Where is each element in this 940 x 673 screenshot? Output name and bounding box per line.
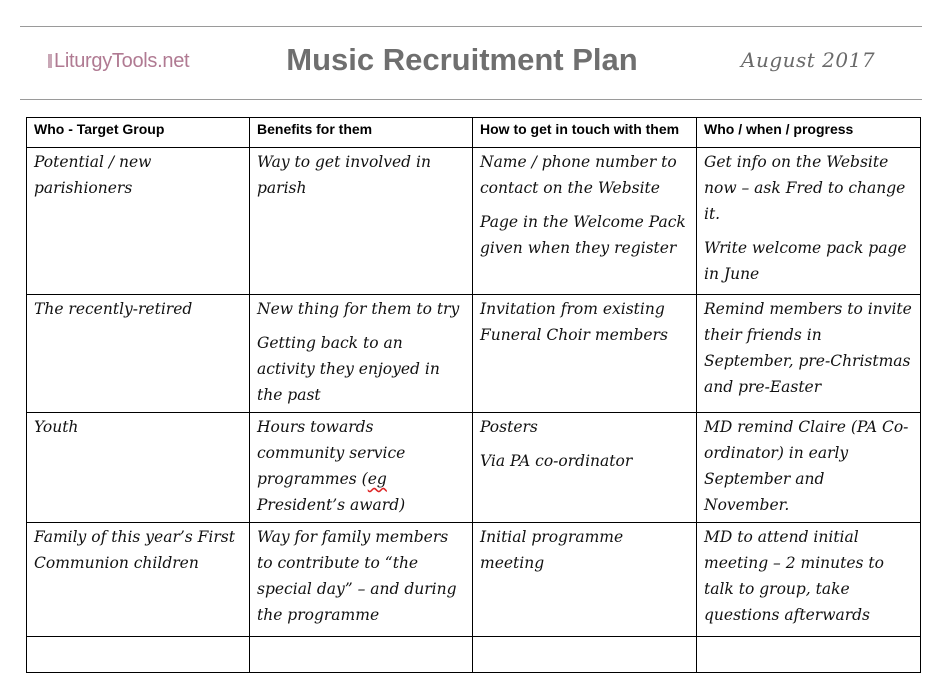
cell-who [27,523,250,637]
cell-text: The recently-retired [34,300,193,318]
spelling-flagged-word[interactable]: eg [367,470,387,488]
table-header-row [27,118,921,148]
cell-progress [697,148,921,295]
header-top-rule [20,26,922,27]
cell-text: Way for family members to contribute to “the special day” – and during the programme [257,528,457,624]
cell-empty [27,637,250,673]
recruitment-plan-table [26,117,921,673]
cell-empty [473,637,697,673]
cell-empty [697,637,921,673]
cell-text: Write welcome pack page in June [704,239,907,283]
cell-progress [697,413,921,523]
cell-text: Family of this year’s First Communion children [34,528,235,572]
cell-who [27,148,250,295]
cell-text: Potential / new parishioners [34,153,152,197]
cell-contact [473,413,697,523]
column-header-who: Who - Target Group [27,118,250,148]
cell-text: Initial programme meeting [480,528,624,572]
header-bottom-rule [20,99,922,100]
benefits-text-end: President’s award) [257,496,406,514]
column-header-benefits: Benefits for them [250,118,473,148]
cell-text: Remind members to invite their friends in September, pre-Christmas and pre-Easter [704,300,912,396]
table-row-empty [27,637,921,673]
cell-progress [697,295,921,413]
cell-who [27,295,250,413]
document-date: August 2017 [741,48,876,72]
cell-text: Get info on the Website now – ask Fred to change it. [704,153,906,223]
cell-text: Invitation from existing Funeral Choir members [480,300,668,344]
cell-empty [250,637,473,673]
cell-benefits [250,413,473,523]
cell-text: Youth [34,418,79,436]
cell-contact [473,523,697,637]
cell-text: Page in the Welcome Pack given when they register [480,213,686,257]
table-row [27,148,921,295]
cell-progress [697,523,921,637]
cell-who [27,413,250,523]
cell-text: Getting back to an activity they enjoyed in the past [257,334,440,404]
cell-text: MD remind Claire (PA Co-ordinator) in early September and November. [704,418,909,514]
cell-benefits [250,523,473,637]
cell-text: Way to get involved in parish [257,153,431,197]
cell-contact [473,148,697,295]
table-row [27,523,921,637]
page-title: Music Recruitment Plan [286,42,638,77]
column-header-progress: Who / when / progress [697,118,921,148]
cell-text: MD to attend initial meeting – 2 minutes to talk to group, take questions afterwards [704,528,884,624]
cell-text [257,414,465,518]
cell-text: Posters [480,418,538,436]
cell-text: Name / phone number to contact on the Website [480,153,677,197]
benefits-text-start: Hours towards community service programmes ( [257,418,406,488]
column-header-contact: How to get in touch with them [473,118,697,148]
cell-text: Via PA co-ordinator [480,452,633,470]
cell-benefits [250,295,473,413]
cell-contact [473,295,697,413]
cell-benefits [250,148,473,295]
logo-text: LiturgyTools.net [54,50,190,72]
table-row [27,295,921,413]
cell-text: New thing for them to try [257,300,460,318]
table-row [27,413,921,523]
